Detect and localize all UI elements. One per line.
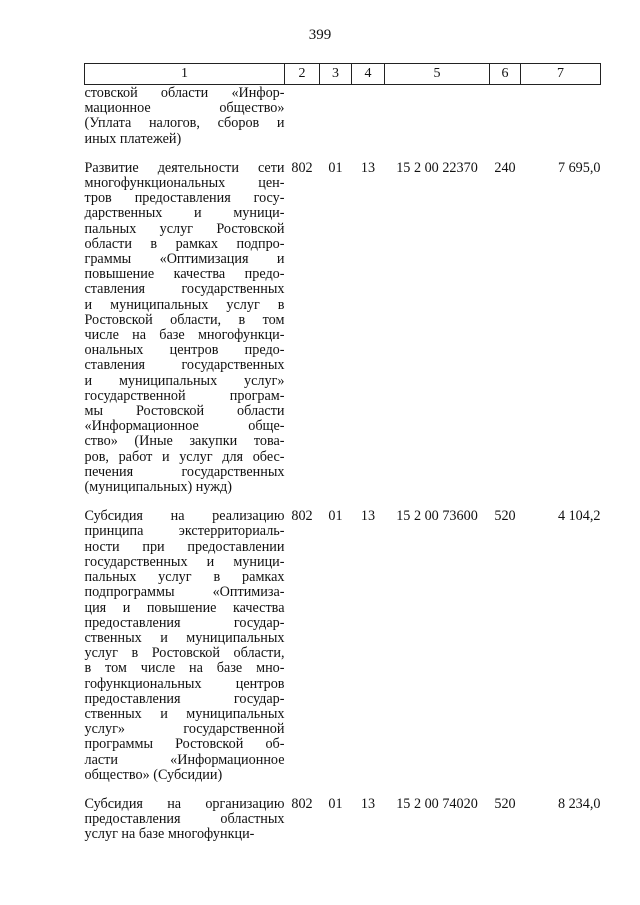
expense-name-cell <box>85 161 285 495</box>
expense-name-line: принципа экстерриториаль- <box>84 523 285 540</box>
target-article-cell: 15 2 00 22370 <box>396 159 478 176</box>
expense-name-line: государственных и муници- <box>84 553 285 570</box>
header-col-4: 4 <box>352 64 385 85</box>
expense-name-cell <box>85 85 285 147</box>
expense-name-line: тров предоставления госу- <box>84 190 285 207</box>
expense-name-line: дарственных и муници- <box>84 205 285 222</box>
expense-name-line: ласти «Информационное <box>84 751 285 768</box>
expense-name-line: ственных и муниципальных <box>84 705 285 722</box>
expense-name-line: Развитие деятельности сети <box>84 159 285 176</box>
header-row <box>85 64 601 85</box>
ministry-code-cell <box>285 85 320 147</box>
row-spacer <box>85 783 601 797</box>
table-row <box>85 797 601 843</box>
expense-name-line: области в рамках подпро- <box>84 235 285 252</box>
expense-name-line: в том числе на базе мно- <box>84 660 285 677</box>
expense-name-line: услуг» государственной <box>84 721 285 738</box>
expense-name-line: пальных услуг в рамках <box>84 569 285 586</box>
header-col-6: 6 <box>490 64 521 85</box>
expense-name-line: государственной програм- <box>84 387 285 404</box>
expense-name-line: ров, работ и услуг для обес- <box>84 448 285 465</box>
expense-name-line: пальных услуг Ростовской <box>84 220 285 237</box>
expense-type-cell <box>490 85 521 147</box>
header-col-1: 1 <box>85 64 285 85</box>
target-article-cell <box>385 85 490 147</box>
expense-name-line: гофункциональных центров <box>84 675 285 692</box>
subsection-code-cell: 13 <box>360 159 376 176</box>
section-code-cell <box>320 85 352 147</box>
table-row <box>85 161 601 495</box>
expense-name-cell <box>85 509 285 783</box>
expense-name-line: повышение качества предо- <box>84 266 285 283</box>
expense-name-line: ональных центров предо- <box>84 342 285 359</box>
expense-name-line: ставления государственных <box>84 281 285 298</box>
expense-name-line: предоставления государ- <box>84 690 285 707</box>
expense-name-line: числе на базе многофункци- <box>84 327 285 344</box>
row-spacer-cell <box>85 783 601 797</box>
row-spacer <box>85 495 601 509</box>
expense-name-line: (муниципальных) нужд) <box>84 479 232 496</box>
ministry-code-cell: 802 <box>291 508 313 525</box>
expense-name-line: предоставления государ- <box>84 614 285 631</box>
expense-name-line: печения государственных <box>84 463 285 480</box>
header-col-3: 3 <box>320 64 352 85</box>
table-row <box>85 509 601 783</box>
expense-name-line: Субсидия на реализацию <box>84 508 285 525</box>
expense-name-line: подпрограммы «Оптимиза- <box>84 584 285 601</box>
amount-cell: 7 695,0 <box>557 159 601 176</box>
subsection-code-cell: 13 <box>360 795 376 812</box>
expense-name-line: и муниципальных услуг» <box>84 372 285 389</box>
amount-cell: 8 234,0 <box>557 795 601 812</box>
table-row <box>85 85 601 147</box>
expense-name-line: ция и повышение качества <box>84 599 285 616</box>
expense-name-line: ство» (Иные закупки това- <box>84 433 285 450</box>
page-number: 399 <box>308 27 332 43</box>
ministry-code-cell: 802 <box>291 795 313 812</box>
expense-name-cell <box>85 797 285 843</box>
ministry-code-cell: 802 <box>291 159 313 176</box>
expense-name-line: и муниципальных услуг в <box>84 296 285 313</box>
expense-name-line: ности при предоставлении <box>84 538 285 555</box>
expense-name-line: (Уплата налогов, сборов и <box>84 115 285 132</box>
budget-table <box>84 63 601 843</box>
section-code-cell: 01 <box>328 795 343 812</box>
expense-name-line: ставления государственных <box>84 357 285 374</box>
amount-cell: 4 104,2 <box>557 508 601 525</box>
expense-name-line: граммы «Оптимизация и <box>84 251 285 268</box>
expense-type-cell: 520 <box>494 508 516 525</box>
expense-name-line: предоставления областных <box>84 811 285 828</box>
row-spacer <box>85 147 601 161</box>
expense-type-cell: 240 <box>494 159 516 176</box>
expense-name-line: мационное общество» <box>84 100 285 117</box>
expense-name-line: услуг на базе многофункци- <box>84 826 255 843</box>
section-code-cell: 01 <box>328 508 343 525</box>
header-col-2: 2 <box>285 64 320 85</box>
subsection-code-cell: 13 <box>360 508 376 525</box>
row-spacer-cell <box>85 495 601 509</box>
header-col-5: 5 <box>385 64 490 85</box>
header-col-7: 7 <box>521 64 601 85</box>
expense-name-line: мы Ростовской области <box>84 403 285 420</box>
target-article-cell: 15 2 00 74020 <box>396 795 478 812</box>
expense-name-line: многофункциональных цен- <box>84 175 285 192</box>
expense-name-line: Ростовской области, в том <box>84 311 285 328</box>
expense-name-line: иных платежей) <box>84 130 182 147</box>
expense-name-line: общество» (Субсидии) <box>84 766 223 783</box>
expense-name-line: стовской области «Инфор- <box>84 85 285 101</box>
amount-cell <box>521 85 601 147</box>
target-article-cell: 15 2 00 73600 <box>396 508 478 525</box>
section-code-cell: 01 <box>328 159 343 176</box>
subsection-code-cell <box>352 85 385 147</box>
row-spacer-cell <box>85 147 601 161</box>
expense-name-line: Субсидия на организацию <box>84 795 285 812</box>
expense-name-line: программы Ростовской об- <box>84 736 285 753</box>
expense-name-line: ственных и муниципальных <box>84 629 285 646</box>
expense-name-line: услуг в Ростовской области, <box>84 645 285 662</box>
expense-type-cell: 520 <box>494 795 516 812</box>
expense-name-line: «Информационное обще- <box>84 418 285 435</box>
